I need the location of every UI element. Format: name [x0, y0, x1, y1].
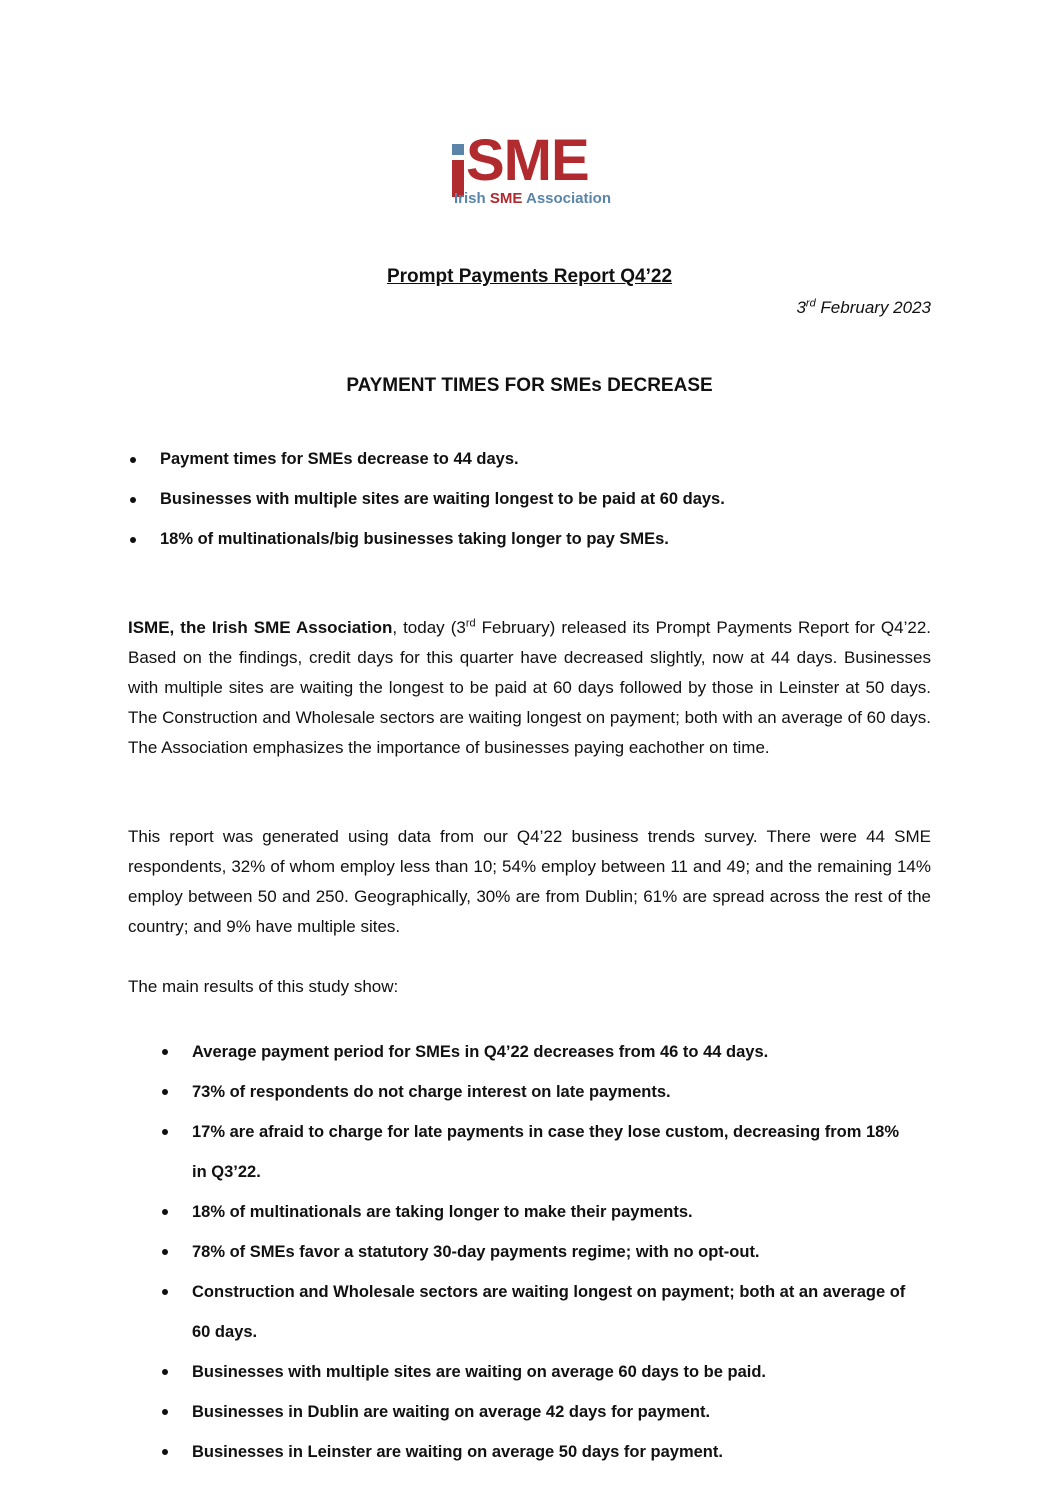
result-item: 18% of multinationals are taking longer to make their payments. [192, 1192, 912, 1232]
report-title: Prompt Payments Report Q4’22 [386, 266, 673, 287]
bullet-icon [162, 1369, 168, 1375]
result-item: Construction and Wholesale sectors are waiting longest on payment; both at an average of 60 days. [192, 1272, 912, 1352]
bullet-icon [130, 497, 136, 503]
result-item: 17% are afraid to charge for late payments in case they lose custom, decreasing from 18% in Q3’22. [192, 1112, 912, 1192]
highlight-item: 18% of multinationals/big businesses taking longer to pay SMEs. [160, 527, 725, 567]
logo-wordmark [452, 128, 589, 193]
bullet-icon [162, 1089, 168, 1095]
highlight-item: Businesses with multiple sites are waiting longest to be paid at 60 days. [160, 487, 725, 527]
highlight-item: Payment times for SMEs decrease to 44 days. [160, 447, 725, 487]
bullet-icon [162, 1249, 168, 1255]
bullet-icon [130, 457, 136, 463]
bullet-icon [162, 1449, 168, 1455]
result-item: Average payment period for SMEs in Q4’22 decreases from 46 to 44 days. [192, 1032, 912, 1072]
headline: PAYMENT TIMES FOR SMEs DECREASE [346, 375, 713, 396]
result-item: Businesses in Dublin are waiting on average 42 days for payment. [192, 1392, 912, 1432]
bullet-icon [162, 1049, 168, 1055]
bullet-icon [162, 1129, 168, 1135]
logo-letters: SME [466, 128, 589, 193]
report-date: 3rd February 2023 [796, 297, 931, 317]
isme-logo [452, 128, 612, 212]
result-item: Businesses with multiple sites are waiting on average 60 days to be paid. [192, 1352, 912, 1392]
intro-paragraph: ISME, the Irish SME Association, today (3rd February) released its Prompt Payments Report for Q4’22. Based on the findings, credit days for this quarter have decreased slightly, now at 44 days. Businesses with multiple sites are waiting the longest to be paid at 60 days followed by those in Leinster at 50 days. The Construction and Wholesale sectors are waiting longest on payment; both with an average of 60 days. The Association emphasizes the importance of businesses paying eachother on time. [128, 617, 931, 757]
highlight-list [160, 447, 725, 567]
bullet-icon [130, 537, 136, 543]
bullet-icon [162, 1209, 168, 1215]
results-intro: The main results of this study show: [128, 977, 399, 996]
result-item: 73% of respondents do not charge interest on late payments. [192, 1072, 912, 1112]
result-item: Businesses in Leinster are waiting on average 50 days for payment. [192, 1432, 912, 1472]
results-list [192, 1032, 912, 1472]
logo-i-mark [452, 140, 464, 190]
logo-subtitle: Irish SME Association [454, 190, 612, 207]
bullet-icon [162, 1409, 168, 1415]
method-paragraph: This report was generated using data from our Q4’22 business trends survey. There were 44 SME respondents, 32% of whom employ less than 10; 54% employ between 11 and 49; and the remaining 14% employ between 50 and 250. Geographically, 30% are from Dublin; 61% are spread across the rest of the country; and 9% have multiple sites. [128, 827, 931, 936]
result-item: 78% of SMEs favor a statutory 30-day payments regime; with no opt-out. [192, 1232, 912, 1272]
bullet-icon [162, 1289, 168, 1295]
